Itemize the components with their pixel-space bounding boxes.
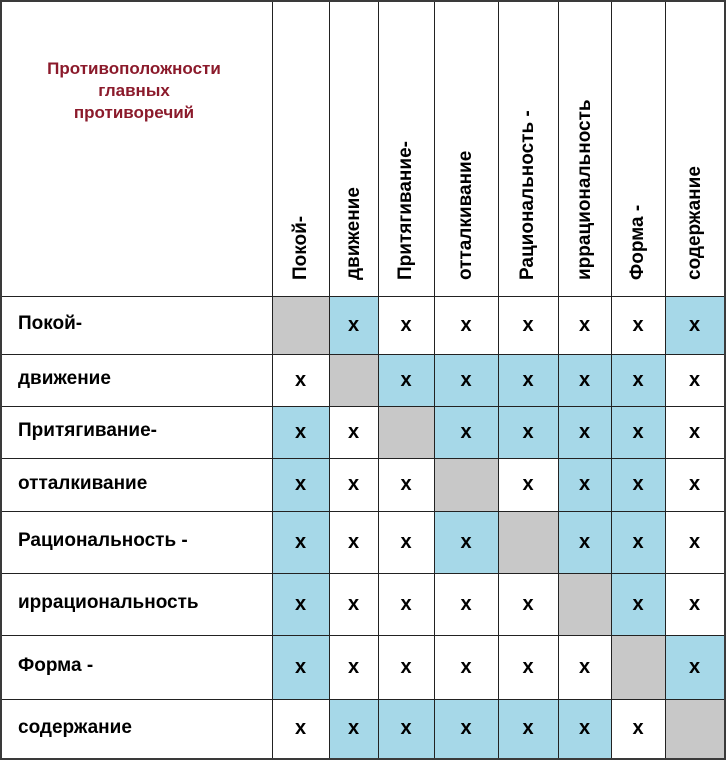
cell-mark: x xyxy=(688,655,701,678)
column-header-label: Форма - xyxy=(627,204,648,280)
row-label-7: Форма - xyxy=(18,655,94,676)
cell-mark: x xyxy=(294,592,307,615)
matrix-cell xyxy=(665,635,724,699)
column-header-label: Рациональность - xyxy=(517,110,538,280)
cell-mark: x xyxy=(632,530,644,553)
column-header-label: Покой- xyxy=(289,215,311,280)
matrix-cell xyxy=(611,458,665,511)
matrix-cell xyxy=(329,635,378,699)
cell-mark: x xyxy=(294,717,307,739)
cell-mark: x xyxy=(294,420,307,443)
table-title xyxy=(14,58,254,124)
matrix-cell xyxy=(498,458,558,511)
matrix-cell xyxy=(434,699,498,758)
grid-vertical-line xyxy=(434,2,435,758)
matrix-cell xyxy=(272,406,329,458)
matrix-cell xyxy=(272,511,329,573)
column-header-8 xyxy=(665,2,724,294)
title-line-2: главных xyxy=(98,81,170,100)
grid-vertical-line xyxy=(611,2,612,758)
grid-horizontal-line xyxy=(2,635,724,636)
grid-horizontal-line xyxy=(2,699,724,700)
matrix-cell xyxy=(665,573,724,635)
matrix-cell xyxy=(378,511,434,573)
matrix-cell xyxy=(611,354,665,406)
column-header-label: содержание xyxy=(683,166,705,280)
matrix-cell xyxy=(329,406,378,458)
matrix-cell xyxy=(272,354,329,406)
matrix-cell xyxy=(329,699,378,758)
matrix-cell xyxy=(611,511,665,573)
cell-mark: x xyxy=(294,530,307,553)
column-header-4 xyxy=(434,2,498,294)
cell-mark: x xyxy=(522,717,534,739)
cell-mark: x xyxy=(294,473,307,495)
cell-mark: x xyxy=(347,655,360,678)
grid-vertical-line xyxy=(558,2,559,758)
matrix-cell xyxy=(498,296,558,354)
column-header-3 xyxy=(378,2,434,294)
cell-mark: x xyxy=(460,717,472,739)
cell-mark: x xyxy=(632,717,644,739)
matrix-cell xyxy=(378,296,434,354)
cell-mark: x xyxy=(522,420,534,443)
cell-mark: x xyxy=(578,313,591,336)
row-label-3: Притягивание- xyxy=(18,420,157,441)
column-header-2 xyxy=(329,2,378,294)
cell-mark: x xyxy=(632,313,644,336)
matrix-cell xyxy=(498,573,558,635)
column-header-label: движение xyxy=(342,187,364,280)
diagonal-cell xyxy=(329,354,378,406)
cell-mark: x xyxy=(460,655,472,678)
cell-mark: x xyxy=(460,420,472,443)
matrix-cell xyxy=(329,573,378,635)
cell-mark: x xyxy=(400,717,412,739)
column-header-5 xyxy=(498,2,558,294)
cell-mark: x xyxy=(460,592,472,615)
column-header-1 xyxy=(272,2,329,294)
column-header-label: иррациональность xyxy=(573,99,595,280)
row-label-8: содержание xyxy=(18,716,132,738)
matrix-cell xyxy=(558,354,611,406)
matrix-cell xyxy=(611,406,665,458)
matrix-cell xyxy=(329,458,378,511)
cell-mark: x xyxy=(522,473,534,495)
grid-horizontal-line xyxy=(2,458,724,459)
cell-mark: x xyxy=(294,368,307,391)
matrix-cell xyxy=(498,635,558,699)
matrix-cell xyxy=(272,699,329,758)
matrix-cell xyxy=(558,296,611,354)
cell-mark: x xyxy=(578,368,591,391)
diagonal-cell xyxy=(498,511,558,573)
cell-mark: x xyxy=(688,420,701,443)
cell-mark: x xyxy=(347,717,360,739)
row-label-5: Рациональность - xyxy=(18,530,188,551)
cell-mark: x xyxy=(632,473,644,495)
grid-vertical-line xyxy=(378,2,379,758)
cell-mark: x xyxy=(347,420,360,443)
grid-horizontal-line xyxy=(2,573,724,574)
cell-mark: x xyxy=(400,368,412,391)
matrix-cell xyxy=(434,354,498,406)
cell-mark: x xyxy=(688,368,701,391)
cell-mark: x xyxy=(460,530,472,553)
matrix-cell xyxy=(378,354,434,406)
cell-mark: x xyxy=(578,473,591,495)
cell-mark: x xyxy=(578,530,591,553)
title-line-3: противоречий xyxy=(73,103,195,122)
cell-mark: x xyxy=(400,592,412,615)
title-line-1: Противоположности xyxy=(47,59,221,78)
matrix-cell xyxy=(434,635,498,699)
grid-horizontal-line xyxy=(2,406,724,407)
diagonal-cell xyxy=(558,573,611,635)
row-label-1: Покой- xyxy=(18,313,83,334)
cell-mark: x xyxy=(400,655,412,678)
matrix-cell xyxy=(272,458,329,511)
matrix-cell xyxy=(665,458,724,511)
matrix-cell xyxy=(558,458,611,511)
matrix-cell xyxy=(329,296,378,354)
cell-mark: x xyxy=(347,313,360,336)
matrix-cell xyxy=(378,699,434,758)
diagonal-cell xyxy=(272,296,329,354)
matrix-cell xyxy=(434,573,498,635)
cell-mark: x xyxy=(688,592,701,615)
diagonal-cell xyxy=(611,635,665,699)
cell-mark: x xyxy=(400,313,412,336)
matrix-cell xyxy=(498,699,558,758)
matrix-cell xyxy=(434,406,498,458)
matrix-cell xyxy=(378,635,434,699)
cell-mark: x xyxy=(522,655,534,678)
matrix-cell xyxy=(558,406,611,458)
matrix-cell xyxy=(665,354,724,406)
grid-horizontal-line xyxy=(2,354,724,355)
grid-vertical-line xyxy=(665,2,666,758)
matrix-cell xyxy=(498,406,558,458)
matrix-cell xyxy=(272,635,329,699)
matrix-cell xyxy=(611,699,665,758)
cell-mark: x xyxy=(400,473,412,495)
row-label-2: движение xyxy=(18,368,111,389)
cell-mark: x xyxy=(347,473,360,495)
column-header-label: Притягивание- xyxy=(395,141,416,280)
matrix-cell xyxy=(558,511,611,573)
cell-mark: x xyxy=(460,313,472,336)
cell-mark: x xyxy=(632,420,644,443)
column-header-7 xyxy=(611,2,665,294)
cell-mark: x xyxy=(632,592,644,615)
cell-mark: x xyxy=(688,473,701,495)
matrix-cell xyxy=(611,296,665,354)
grid-vertical-line xyxy=(272,2,273,758)
cell-mark: x xyxy=(632,368,644,391)
matrix-cell xyxy=(272,573,329,635)
column-header-label: отталкивание xyxy=(455,150,476,280)
grid-horizontal-line xyxy=(2,296,724,297)
matrix-cell xyxy=(558,635,611,699)
cell-mark: x xyxy=(522,368,534,391)
cell-mark: x xyxy=(688,530,701,553)
cell-mark: x xyxy=(688,313,701,336)
cell-mark: x xyxy=(578,420,591,443)
cell-mark: x xyxy=(347,592,360,615)
matrix-cell xyxy=(498,354,558,406)
diagonal-cell xyxy=(378,406,434,458)
matrix-cell xyxy=(434,511,498,573)
cell-mark: x xyxy=(347,530,360,553)
row-label-4: отталкивание xyxy=(18,472,148,494)
matrix-cell xyxy=(329,511,378,573)
matrix-cell xyxy=(378,458,434,511)
matrix-cell xyxy=(665,511,724,573)
column-header-6 xyxy=(558,2,611,294)
matrix-cell xyxy=(665,296,724,354)
diagonal-cell xyxy=(665,699,724,758)
diagonal-cell xyxy=(434,458,498,511)
cell-mark: x xyxy=(578,655,591,678)
matrix-cell xyxy=(611,573,665,635)
grid-vertical-line xyxy=(329,2,330,758)
cell-mark: x xyxy=(522,592,534,615)
grid-vertical-line xyxy=(498,2,499,758)
grid-horizontal-line xyxy=(2,511,724,512)
matrix-cell xyxy=(665,406,724,458)
cell-mark: x xyxy=(294,655,307,678)
cell-mark: x xyxy=(460,368,472,391)
row-label-6: иррациональность xyxy=(18,592,199,613)
matrix-cell xyxy=(558,699,611,758)
cell-mark: x xyxy=(400,530,412,553)
matrix-cell xyxy=(378,573,434,635)
cell-mark: x xyxy=(578,717,591,739)
cell-mark: x xyxy=(522,313,534,336)
matrix-cell xyxy=(434,296,498,354)
